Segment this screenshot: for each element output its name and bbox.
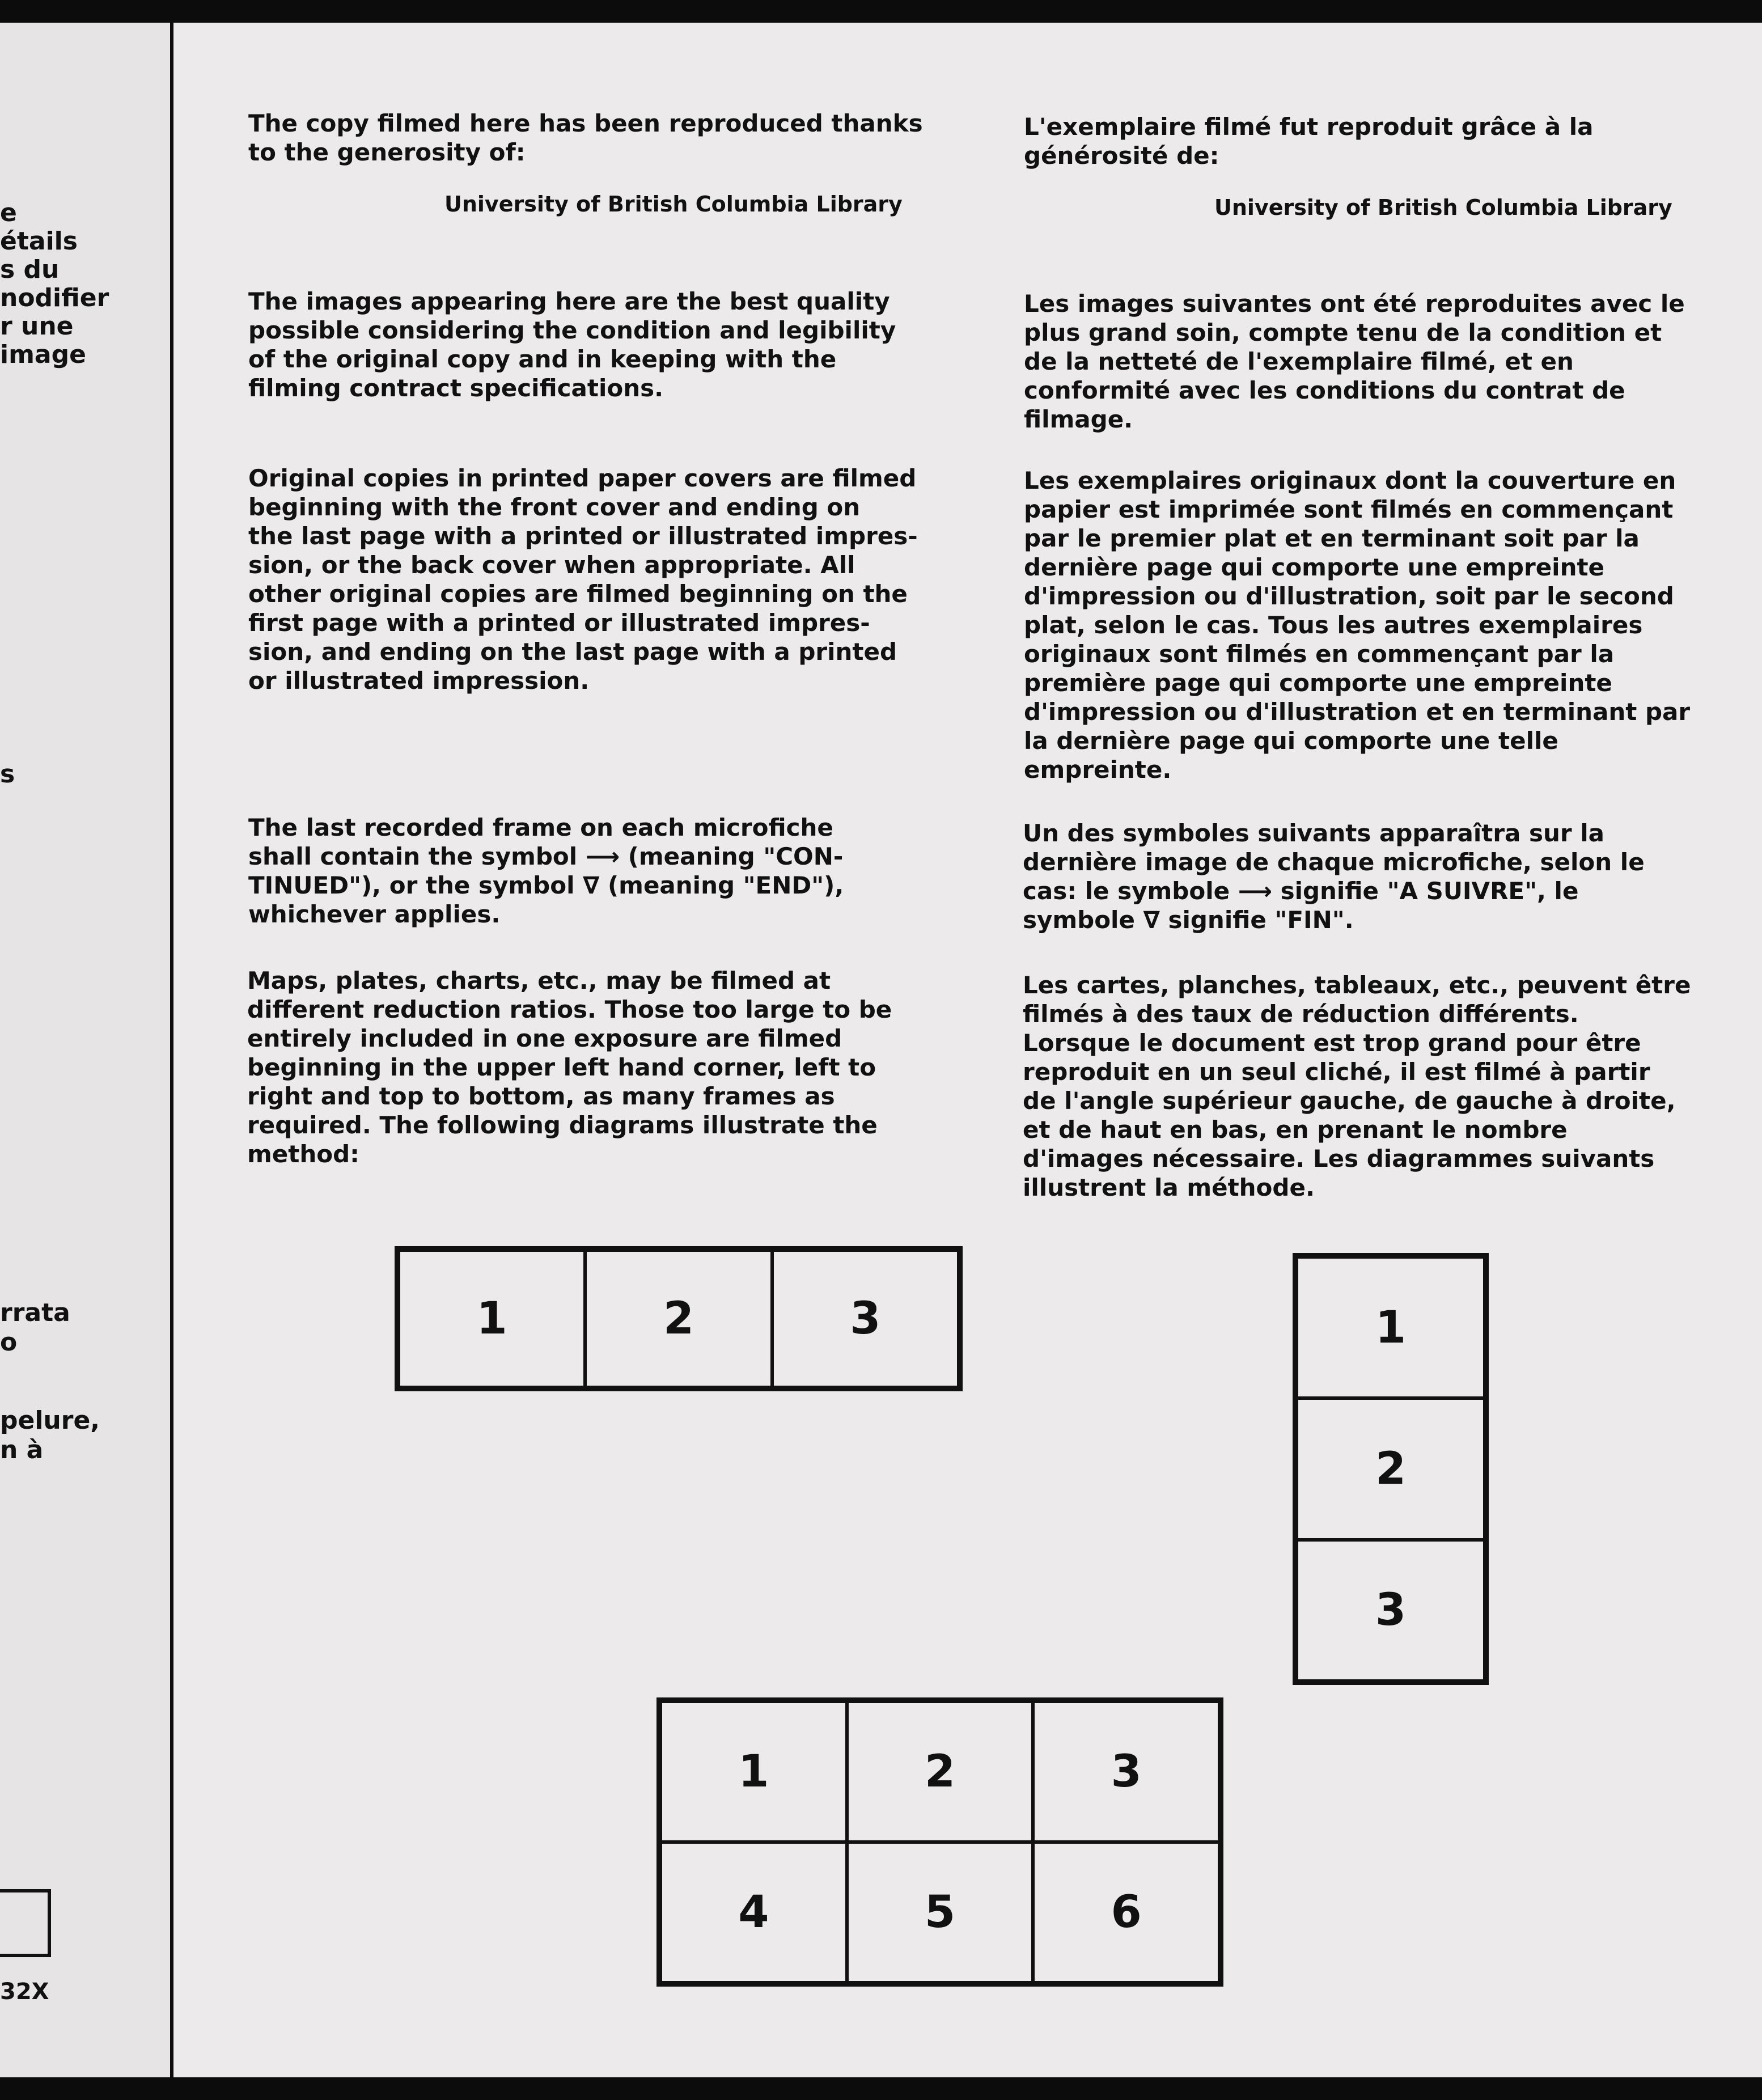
french-originals-text: Les exemplaires originaux dont la couverture en papier est imprimée sont filmés en commençant par le premier plat et en terminant soit par la dernière page qui comporte une empreinte d'impression ou d'illustration, soit par le second plat, selon le cas. Tous les autres exemplaires originaux sont filmés en commençant par la première page qui comporte une empreinte d'impression ou d'illustration et en terminant par la dernière page qui comporte une telle empreinte. — [1024, 467, 1691, 784]
grid-frame-diagram — [656, 1697, 1223, 1987]
previous-page-strip — [0, 23, 170, 2077]
french-acknowledgement — [1024, 112, 1733, 170]
english-symbols-text: shall contain the symbol — [248, 842, 586, 870]
horizontal-frame-diagram — [395, 1246, 963, 1391]
french-maps-text: Les cartes, planches, tableaux, etc., peuvent être filmés à des taux de réduction différents. Lorsque le document est trop grand pour être reproduit en un seul cliché, il est filmé à partir de l'angle supérieur gauche, de gauche à droite, et de haut en bas, en prenant le nombre d'images nécessaire. Les diagrammes suivants illustrent la méthode. — [1023, 971, 1691, 1201]
french-originals-paragraph — [1024, 466, 1733, 784]
english-symbols-line — [248, 842, 940, 871]
english-maps-paragraph — [247, 966, 939, 1168]
english-quality-text: The images appearing here are the best quality possible considering the condition and legibility of the original copy and in keeping with the filming contract specifications. — [248, 287, 896, 402]
french-symbols-paragraph — [1023, 819, 1731, 934]
strip-fragment: rrata — [0, 1298, 70, 1327]
french-symbols-line — [1023, 877, 1731, 905]
strip-fragment: s — [0, 760, 15, 789]
strip-fragment: o — [0, 1328, 18, 1357]
english-maps-text: Maps, plates, charts, etc., may be filmed at different reduction ratios. Those too large to be entirely included in one exposure are filmed beginning in the upper left hand corner, left to right and top to bottom, as many frames as required. The following diagrams illustrate the method: — [247, 967, 892, 1168]
strip-fragment: s du — [0, 255, 60, 284]
frame-cell: 2 — [585, 1250, 772, 1387]
strip-fragment: nodifier — [0, 283, 109, 312]
french-symbols-line — [1023, 905, 1731, 934]
french-symbols-text: symbole — [1023, 906, 1143, 934]
english-symbols-paragraph — [248, 813, 940, 929]
frame-cell: 2 — [847, 1701, 1034, 1842]
english-symbols-text: (meaning "END"), — [599, 871, 844, 899]
frame-cell: 3 — [772, 1250, 959, 1387]
strip-fragment: n à — [0, 1436, 44, 1464]
frame-cell: 1 — [1297, 1257, 1485, 1398]
english-symbols-text: (meaning "CON- — [620, 842, 844, 870]
english-originals-text: Original copies in printed paper covers are filmed beginning with the front cover and ending on the last page with a printed or illustrated impres- sion, or the back cover when appropriate. All other original copies are filmed beginning on the first page with a printed or illustrated impres- sion, and ending on the last page with a printed or illustrated impression. — [248, 464, 918, 695]
end-triangle-icon: ∇ — [583, 871, 600, 899]
french-library-name: University of British Columbia Library — [1214, 195, 1672, 220]
strip-fragment: r une — [0, 312, 74, 341]
strip-fragment: étails — [0, 227, 78, 256]
strip-fragment: pelure, — [0, 1406, 100, 1435]
english-library-name: University of British Columbia Library — [444, 192, 903, 217]
french-acknowledgement-text: L'exemplaire filmé fut reproduit grâce à la générosité de: — [1024, 113, 1594, 170]
frame-cell: 1 — [399, 1250, 585, 1387]
english-acknowledgement — [248, 109, 940, 167]
english-acknowledgement-text: The copy filmed here has been reproduced thanks to the generosity of: — [248, 109, 923, 166]
english-symbols-text: TINUED"), or the symbol — [248, 871, 583, 899]
english-symbols-line: whichever applies. — [248, 900, 501, 928]
frame-cell: 3 — [1297, 1540, 1485, 1681]
continued-arrow-icon: ⟶ — [585, 842, 620, 870]
english-symbols-line — [248, 871, 940, 900]
french-symbols-line: dernière image de chaque microfiche, selon le — [1023, 848, 1645, 876]
strip-fragment: e — [0, 198, 17, 227]
end-triangle-icon: ∇ — [1143, 906, 1160, 934]
resolution-target-box — [0, 1889, 51, 1957]
french-quality-paragraph — [1024, 289, 1733, 434]
continued-arrow-icon: ⟶ — [1238, 877, 1272, 905]
french-symbols-text: signifie "FIN". — [1159, 906, 1354, 934]
french-symbols-text: cas: le symbole — [1023, 877, 1238, 905]
french-quality-text: Les images suivantes ont été reproduites avec le plus grand soin, compte tenu de la condition et de la netteté de l'exemplaire filmé, et en conformité avec les conditions du contrat de filmage. — [1024, 290, 1685, 433]
vertical-frame-diagram — [1293, 1253, 1489, 1685]
frame-cell: 1 — [660, 1701, 847, 1842]
frame-cell: 4 — [660, 1842, 847, 1983]
frame-cell: 3 — [1033, 1701, 1219, 1842]
frame-cell: 2 — [1297, 1398, 1485, 1539]
frame-cell: 5 — [847, 1842, 1034, 1983]
frame-cell: 6 — [1033, 1842, 1219, 1983]
english-quality-paragraph — [248, 287, 940, 403]
resolution-label: 32X — [0, 1979, 49, 2005]
french-symbols-line: Un des symboles suivants apparaîtra sur la — [1023, 819, 1604, 847]
french-symbols-text: signifie "A SUIVRE", le — [1272, 877, 1579, 905]
english-originals-paragraph — [248, 464, 940, 695]
english-symbols-line: The last recorded frame on each microfiche — [248, 814, 833, 841]
french-maps-paragraph — [1023, 971, 1731, 1202]
strip-fragment: image — [0, 340, 86, 369]
